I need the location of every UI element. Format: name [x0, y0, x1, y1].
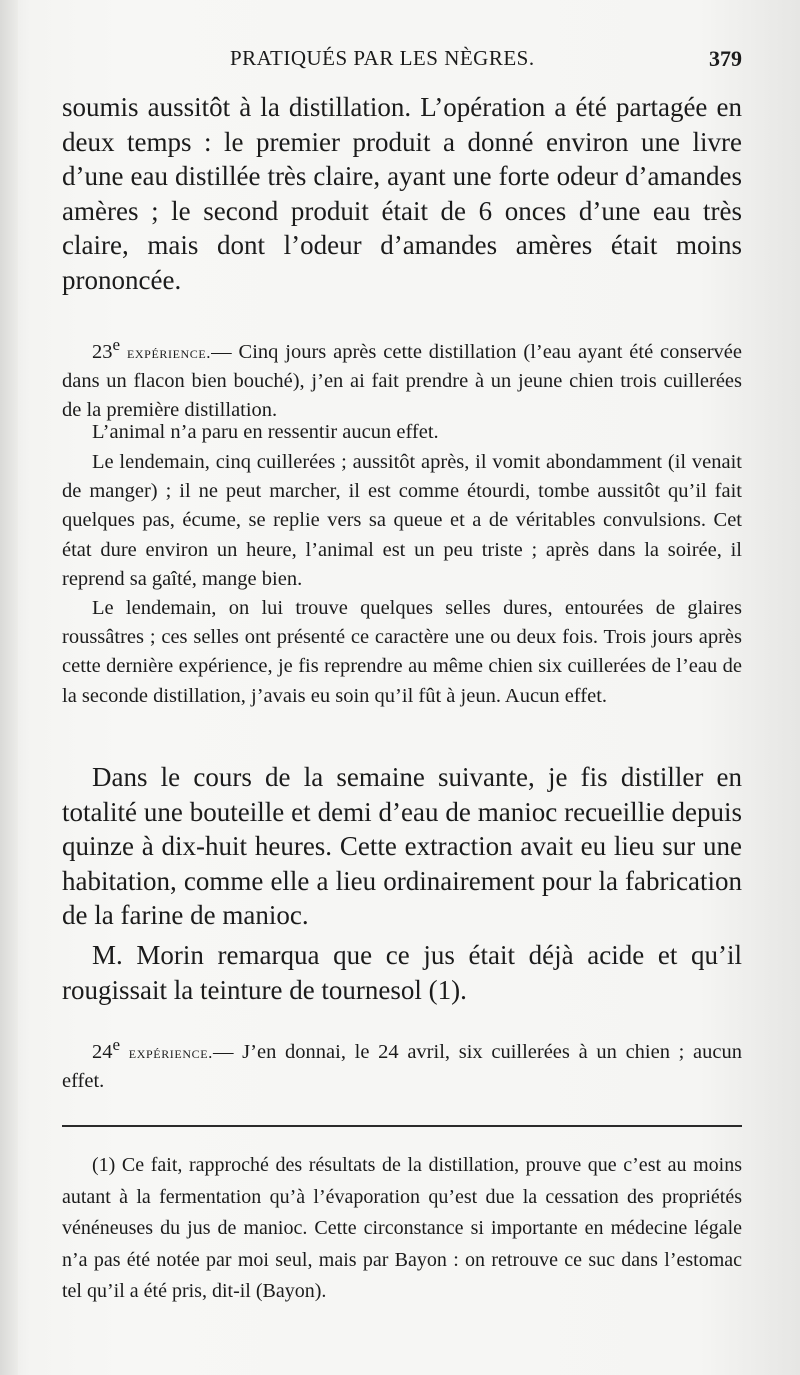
page-gutter-shadow — [0, 0, 18, 1375]
paragraph-following-day: Le lendemain, on lui trouve quelques selles dures, entourées de glaires roussâtres ; ces selles ont présenté ce caractère une ou deux fois. Trois jours après cette dernière expérience, je fis reprendre au même chien six cuillerées de l’eau de la seconde distillation, j’avais eu soin qu’il fût à jeun. Aucun effet. — [62, 597, 742, 707]
page-header — [62, 46, 742, 82]
experiment-23-superscript: e — [112, 335, 121, 354]
experiment-23-label: expérience. — [126, 342, 212, 362]
paragraph-morin: M. Morin remarqua que ce jus était déjà acide et qu’il rougissait la teinture de tournesol (1). — [62, 940, 742, 1005]
paragraph-next-day: Le lendemain, cinq cuillerées ; aussitôt après, il vomit abondamment (il venait de manger) ; il ne peut marcher, il est comme étourdi, tombe aussitôt qu’il fait quelques pas, écume, se replie vers sa queue et a de véritables convulsions. Cet état dure environ un heure, l’animal est un peu triste ; après dans la soirée, il reprend sa gaîté, mange bien. — [62, 451, 742, 590]
running-title: PRATIQUÉS PAR LES NÈGRES. — [230, 46, 535, 70]
experiment-24-number: 24 — [92, 1040, 113, 1063]
experiment-23-number: 23 — [92, 340, 113, 363]
experiment-23-text: — Cinq jours après cette distillation (l’eau ayant été conservée dans un flacon bien bouché), j’en ai fait prendre à un jeune chien trois cuillerées de la première distillation. — [62, 340, 742, 422]
page-number: 379 — [709, 46, 742, 71]
footnote: (1) Ce fait, rapproché des résultats de la distillation, prouve que c’est au moins autant à la fermentation qu’à l’évaporation qu’est due la cessation des propriétés vénéneuses du jus de manioc. Cette circonstance si importante en médecine légale n’a pas été notée par moi seul, mais par Bayon : on retrouve ce suc dans l’estomac tel qu’il a été pris, dit-il (Bayon). — [62, 1154, 742, 1302]
experiment-24-text: — J’en donnai, le 24 avril, six cuillerées à un chien ; aucun effet. — [62, 1040, 743, 1093]
experiment-23-paragraph — [62, 330, 742, 425]
paragraph-following-week: Dans le cours de la semaine suivante, je fis distiller en totalité une bouteille et demi d’eau de manioc recueillie depuis quinze à dix-huit heures. Cette extraction avait eu lieu sur une habitation, comme elle a lieu ordinairement pour la fabrication de la farine de manioc. — [62, 762, 742, 931]
experiment-24-paragraph — [62, 1030, 742, 1096]
paragraph-no-effect: L’animal n’a paru en ressentir aucun effet. — [92, 421, 439, 443]
footnote-separator — [62, 1125, 742, 1127]
experiment-24-superscript: e — [112, 1035, 121, 1054]
paragraph-distillation-result: soumis aussitôt à la distillation. L’opération a été partagée en deux temps : le premier produit a donné environ une livre d’une eau distillée très claire, ayant une forte odeur d’amandes amères ; le second produit était de 6 onces d’une eau très claire, mais dont l’odeur d’amandes amères était moins prononcée. — [62, 92, 742, 295]
experiment-24-label: expérience. — [128, 1042, 213, 1062]
